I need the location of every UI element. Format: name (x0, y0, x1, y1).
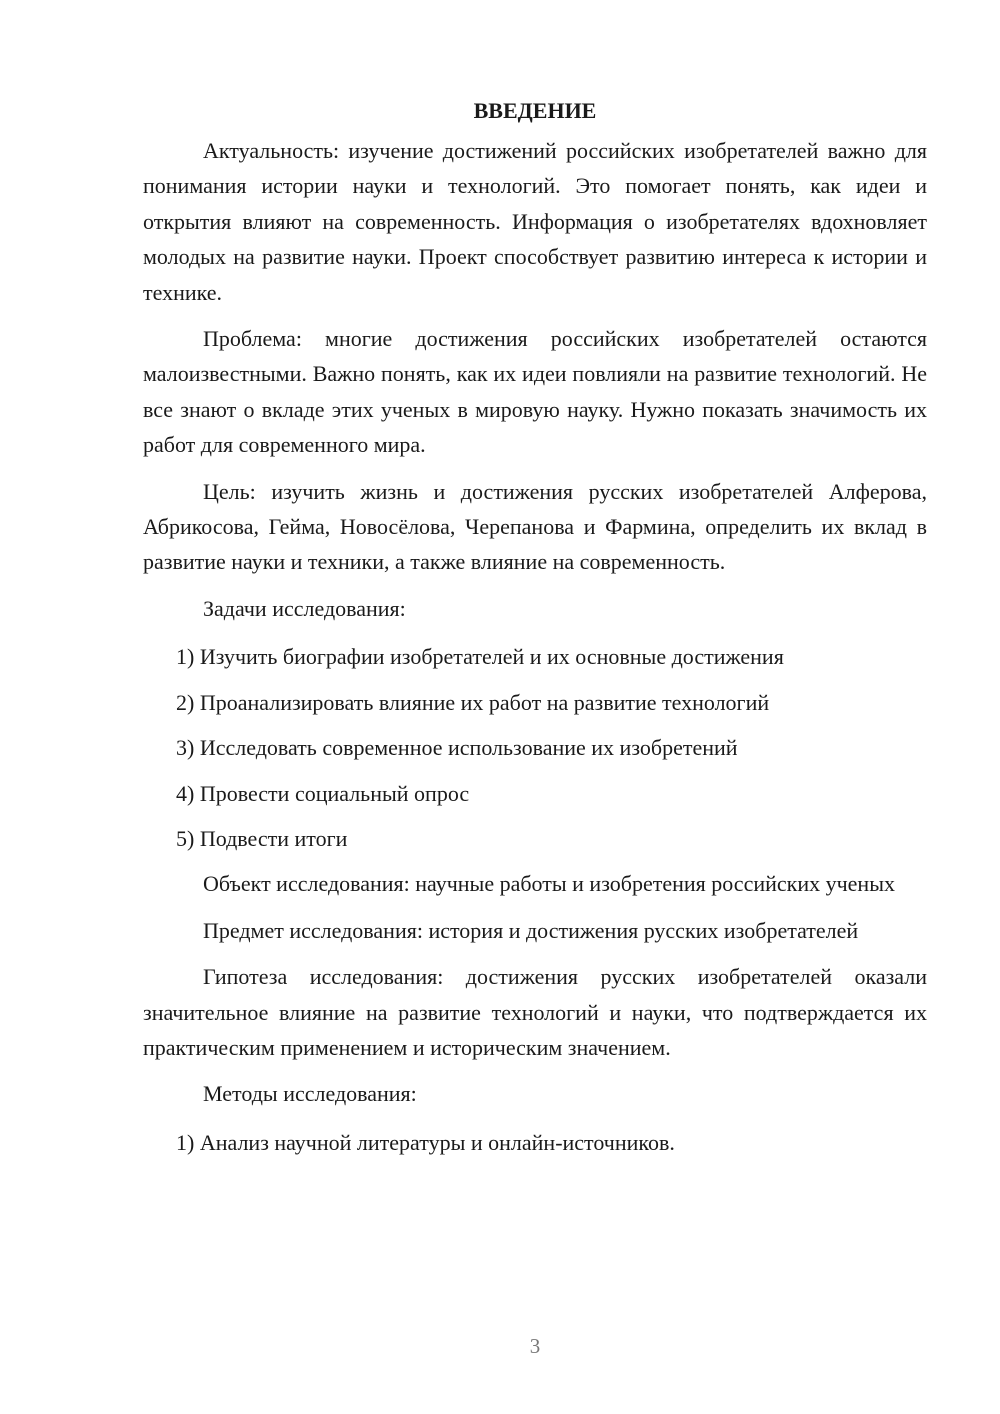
tasks-list (143, 639, 927, 856)
methods-list (143, 1125, 927, 1160)
paragraph-relevance: Актуальность: изучение достижений российских изобретателей важно для понимания истории науки и технологий. Это помогает понять, как идеи и открытия влияют на современность. Информация о изобретателях вдохновляет молодых на развитие науки. Проект способствует развитию интереса к истории и технике. (143, 138, 927, 305)
page-number: 3 (529, 1334, 541, 1358)
list-item: 4) Провести социальный опрос (176, 780, 470, 806)
tasks-heading: Задачи исследования: (203, 595, 406, 621)
paragraph-hypothesis: Гипотеза исследования: достижения русских изобретателей оказали значительное влияние на развитие технологий и науки, что подтверждается их практическим применением и историческим значением. (143, 964, 927, 1060)
methods-heading: Методы исследования: (203, 1081, 417, 1107)
page-title: ВВЕДЕНИЕ (473, 98, 597, 123)
list-item: 1) Анализ научной литературы и онлайн-источников. (176, 1129, 675, 1155)
list-item: 3) Исследовать современное использование их изобретений (176, 735, 738, 761)
list-item: 2) Проанализировать влияние их работ на развитие технологий (176, 689, 770, 715)
list-item: 5) Подвести итоги (176, 825, 348, 851)
paragraph-goal: Цель: изучить жизнь и достижения русских изобретателей Алферова, Абрикосова, Гейма, Новосёлова, Черепанова и Фармина, определить их вклад в развитие науки и техники, а также влияние на современность. (143, 478, 927, 575)
paragraph-object: Объект исследования: научные работы и изобретения российских ученых (203, 871, 895, 897)
document-page (143, 96, 927, 1170)
paragraph-subject: Предмет исследования: история и достижения русских изобретателей (203, 917, 859, 943)
paragraph-problem: Проблема: многие достижения российских изобретателей остаются малоизвестными. Важно понять, как их идеи повлияли на развитие технологий. Не все знают о вкладе этих ученых в мировую науку. Нужно показать значимость их работ для современного мира. (143, 326, 927, 458)
list-item: 1) Изучить биографии изобретателей и их основные достижения (176, 644, 784, 670)
